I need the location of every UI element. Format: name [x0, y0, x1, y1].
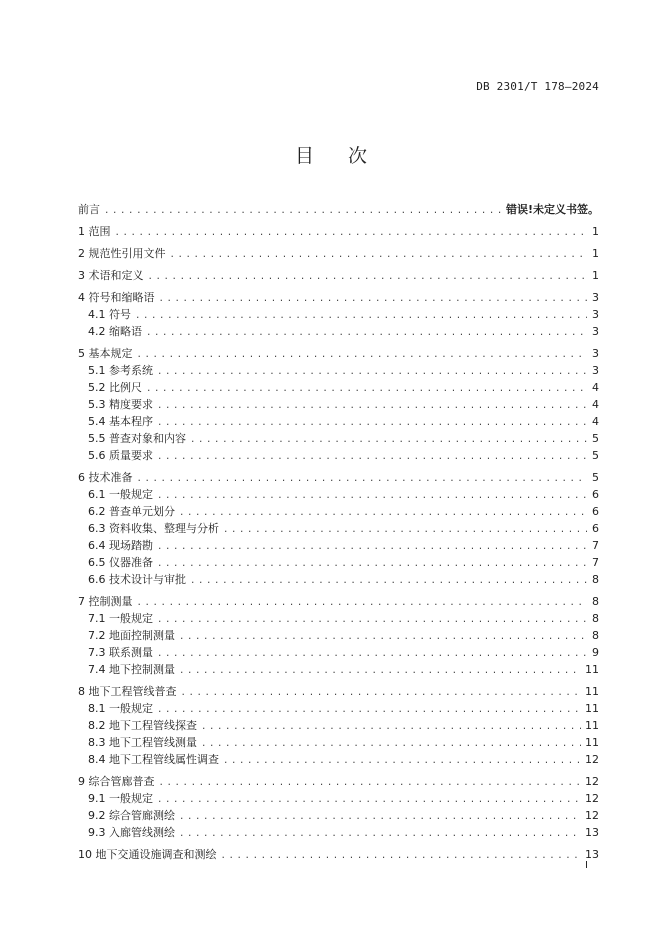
toc-leader-dots	[221, 850, 582, 862]
toc-entry-label: 7.4 地下控制测量	[88, 663, 175, 676]
toc-entry[interactable]	[78, 378, 599, 395]
toc-entry[interactable]	[78, 716, 599, 733]
toc-entry-page: 8	[592, 595, 599, 608]
toc-entry[interactable]	[78, 626, 599, 643]
toc-entry-page: 4	[592, 398, 599, 411]
toc-entry[interactable]	[78, 733, 599, 750]
toc-entry-label: 8.2 地下工程管线探查	[88, 719, 197, 732]
toc-entry[interactable]	[78, 789, 599, 806]
toc-entry-label: 6.4 现场踏勘	[88, 539, 153, 552]
toc-leader-dots	[146, 383, 587, 395]
toc-leader-dots	[137, 349, 588, 361]
toc-entry-label: 6.6 技术设计与审批	[88, 573, 186, 586]
page-title: 目次	[294, 145, 401, 167]
toc-entry-page: 3	[592, 364, 599, 377]
toc-leader-dots	[159, 293, 588, 305]
toc-leader-dots	[179, 811, 581, 823]
toc-entry[interactable]	[78, 682, 599, 699]
toc-entry-page: 11	[585, 719, 599, 732]
toc-leader-dots	[157, 558, 587, 570]
toc-leader-dots	[157, 541, 587, 553]
toc-entry-label: 6.2 普查单元划分	[88, 505, 175, 518]
toc-entry[interactable]	[78, 553, 599, 570]
toc-entry-page: 9	[592, 646, 599, 659]
toc-entry[interactable]	[78, 266, 599, 283]
toc-entry-page: 4	[592, 381, 599, 394]
toc-leader-dots	[201, 738, 581, 750]
toc-entry[interactable]	[78, 823, 599, 840]
toc-entry-page: 7	[592, 539, 599, 552]
toc-leader-dots	[179, 631, 587, 643]
toc-entry-page: 7	[592, 556, 599, 569]
toc-entry-label: 5.5 普查对象和内容	[88, 432, 186, 445]
toc-entry-label: 8.4 地下工程管线属性调查	[88, 753, 219, 766]
toc-entry[interactable]	[78, 806, 599, 823]
toc-entry-label: 6.1 一般规定	[88, 488, 153, 501]
toc-entry-label: 7.2 地面控制测量	[88, 629, 175, 642]
toc-entry-label: 8.1 一般规定	[88, 702, 153, 715]
toc-entry[interactable]	[78, 643, 599, 660]
toc-entry-label: 2 规范性引用文件	[78, 247, 166, 260]
toc-leader-dots	[157, 704, 581, 716]
toc-entry[interactable]	[78, 288, 599, 305]
toc-entry-label: 3 术语和定义	[78, 269, 144, 282]
toc-entry[interactable]	[78, 305, 599, 322]
toc-entry[interactable]	[78, 845, 599, 862]
toc-entry[interactable]	[78, 536, 599, 553]
toc-leader-dots	[157, 490, 587, 502]
toc-entry-page: 1	[592, 225, 599, 238]
toc-entry-page: 3	[592, 347, 599, 360]
toc-leader-dots	[157, 417, 587, 429]
toc-entry-label: 9.2 综合管廊测绘	[88, 809, 175, 822]
toc-entry-page: 13	[585, 848, 599, 861]
toc-entry[interactable]	[78, 322, 599, 339]
toc-leader-dots	[148, 271, 588, 283]
toc-entry-page: 1	[592, 269, 599, 282]
toc-leader-dots	[146, 327, 587, 339]
toc-leader-dots	[157, 648, 587, 660]
toc-leader-dots	[179, 665, 581, 677]
toc-entry[interactable]	[78, 772, 599, 789]
toc-entry-page: 8	[592, 573, 599, 586]
toc-leader-dots	[190, 434, 587, 446]
toc-leader-dots	[157, 366, 587, 378]
toc-entry-label: 1 范围	[78, 225, 111, 238]
toc-entry-page: 错误!未定义书签。	[505, 203, 599, 216]
toc-entry-label: 8 地下工程管线普查	[78, 685, 177, 698]
toc-entry-label: 9.3 入廊管线测绘	[88, 826, 175, 839]
toc-entry-page: 6	[592, 522, 599, 535]
toc-entry-page: 12	[585, 792, 599, 805]
toc-entry[interactable]	[78, 699, 599, 716]
toc-entry-label: 前言	[78, 203, 100, 216]
toc-entry-label: 5.4 基本程序	[88, 415, 153, 428]
toc-entry[interactable]	[78, 361, 599, 378]
toc-leader-dots	[157, 614, 587, 626]
toc-leader-dots	[201, 721, 581, 733]
toc-entry-label: 9.1 一般规定	[88, 792, 153, 805]
toc-entry-page: 4	[592, 415, 599, 428]
toc-leader-dots	[179, 507, 587, 519]
toc-entry-page: 6	[592, 505, 599, 518]
toc-leader-dots	[104, 205, 502, 217]
toc-entry-label: 7.3 联系测量	[88, 646, 153, 659]
document-code: DB 2301/T 178—2024	[476, 80, 599, 93]
toc-entry-page: 11	[585, 685, 599, 698]
toc-entry[interactable]	[78, 429, 599, 446]
toc-leader-dots	[223, 524, 587, 536]
toc-entry[interactable]	[78, 468, 599, 485]
toc-entry-label: 8.3 地下工程管线测量	[88, 736, 197, 749]
toc-leader-dots	[135, 310, 587, 322]
toc-entry-label: 4.2 缩略语	[88, 325, 142, 338]
toc-entry-label: 9 综合管廊普查	[78, 775, 155, 788]
toc-entry-page: 12	[585, 809, 599, 822]
toc-entry-page: 11	[585, 736, 599, 749]
toc-entry-label: 4.1 符号	[88, 308, 131, 321]
toc-entry-page: 12	[585, 753, 599, 766]
toc-entry-page: 8	[592, 612, 599, 625]
toc-entry-page: 3	[592, 325, 599, 338]
page-number: I	[585, 860, 588, 871]
toc-entry-page: 13	[585, 826, 599, 839]
toc-entry-label: 5.3 精度要求	[88, 398, 153, 411]
toc-leader-dots	[137, 473, 588, 485]
toc-entry-label: 10 地下交通设施调查和测绘	[78, 848, 217, 861]
toc-entry-label: 4 符号和缩略语	[78, 291, 155, 304]
toc-entry[interactable]	[78, 609, 599, 626]
toc-entry-label: 5.2 比例尺	[88, 381, 142, 394]
toc-leader-dots	[179, 828, 581, 840]
table-of-contents	[78, 200, 599, 862]
toc-entry[interactable]	[78, 344, 599, 361]
toc-entry-page: 3	[592, 291, 599, 304]
toc-entry-page: 5	[592, 432, 599, 445]
toc-entry[interactable]	[78, 244, 599, 261]
toc-entry-label: 7 控制测量	[78, 595, 133, 608]
toc-leader-dots	[181, 687, 582, 699]
toc-leader-dots	[137, 597, 588, 609]
toc-leader-dots	[157, 794, 581, 806]
toc-entry[interactable]	[78, 200, 599, 217]
toc-leader-dots	[223, 755, 581, 767]
toc-leader-dots	[159, 777, 582, 789]
toc-entry-page: 5	[592, 471, 599, 484]
toc-entry-label: 5 基本规定	[78, 347, 133, 360]
toc-entry[interactable]	[78, 485, 599, 502]
toc-leader-dots	[190, 575, 587, 587]
toc-entry-label: 5.1 参考系统	[88, 364, 153, 377]
toc-entry-label: 6 技术准备	[78, 471, 133, 484]
toc-entry[interactable]	[78, 412, 599, 429]
toc-entry-page: 5	[592, 449, 599, 462]
toc-entry-page: 8	[592, 629, 599, 642]
toc-entry[interactable]	[78, 570, 599, 587]
toc-entry[interactable]	[78, 750, 599, 767]
toc-entry-page: 3	[592, 308, 599, 321]
toc-entry-page: 11	[585, 702, 599, 715]
toc-leader-dots	[170, 249, 588, 261]
toc-entry[interactable]	[78, 592, 599, 609]
toc-entry-label: 7.1 一般规定	[88, 612, 153, 625]
toc-entry[interactable]	[78, 446, 599, 463]
toc-entry-label: 6.5 仪器准备	[88, 556, 153, 569]
toc-entry-page: 12	[585, 775, 599, 788]
toc-leader-dots	[157, 451, 587, 463]
toc-entry[interactable]	[78, 222, 599, 239]
toc-entry[interactable]	[78, 502, 599, 519]
toc-entry-page: 11	[585, 663, 599, 676]
toc-entry-label: 6.3 资料收集、整理与分析	[88, 522, 219, 535]
toc-entry-label: 5.6 质量要求	[88, 449, 153, 462]
toc-entry-page: 1	[592, 247, 599, 260]
toc-leader-dots	[157, 400, 587, 412]
toc-entry-page: 6	[592, 488, 599, 501]
toc-leader-dots	[115, 227, 588, 239]
toc-entry[interactable]	[78, 395, 599, 412]
toc-entry[interactable]	[78, 660, 599, 677]
toc-entry[interactable]	[78, 519, 599, 536]
